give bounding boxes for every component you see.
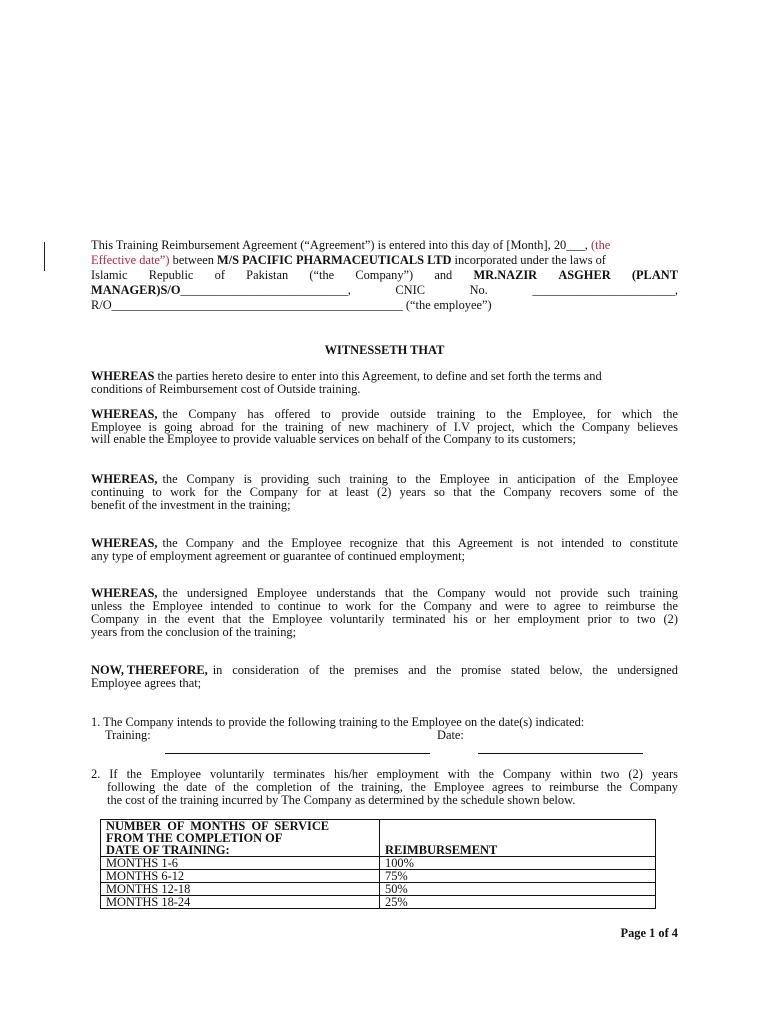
header-line: NUMBER OF MONTHS OF SERVICE — [106, 819, 330, 833]
percent-cell: 100% — [380, 857, 656, 870]
reimbursement-schedule-table — [100, 819, 656, 909]
intro-incorporated: incorporated under the laws of — [451, 253, 606, 267]
clause-line: unless the Employee intended to continue to work for the Company and were to agree to reimburse the — [91, 599, 678, 613]
employee-name-word: (PLANT — [631, 268, 678, 282]
intro-between: between — [169, 253, 218, 267]
clause-line: years from the conclusion of the training; — [91, 625, 297, 639]
header-line: FROM THE COMPLETION OF — [106, 831, 283, 845]
intro-word: Pakistan — [246, 268, 289, 282]
header-reimbursement: REIMBURSEMENT — [380, 820, 656, 857]
whereas-label: WHEREAS, — [91, 472, 158, 486]
table-row — [101, 883, 656, 896]
intro-line-5 — [91, 299, 678, 311]
percent-cell: 50% — [380, 883, 656, 896]
residence-blank[interactable]: R/O_______________________________________________ (“the employee”) — [91, 298, 492, 312]
clause-line: the cost of the training incurred by The Company as determined by the schedule shown below. — [107, 793, 576, 807]
whereas-clause-3 — [91, 473, 678, 512]
cnic-no-label: No. — [469, 283, 488, 297]
table-row — [101, 857, 656, 870]
cnic-label: CNIC — [395, 283, 426, 297]
clause-line: the undersigned Employee understands that the Company would not provide such training — [162, 586, 678, 600]
clause-line: the Company and the Employee recognize that this Agreement is not intended to constitute — [162, 536, 678, 550]
cnic-blank[interactable]: _______________________, — [532, 283, 678, 297]
company-name: M/S PACIFIC PHARMACEUTICALS LTD — [217, 253, 452, 267]
clause-line: Company in the event that the Employee voluntarily terminated his or her employment prior to two (2) — [91, 612, 678, 626]
text-cursor — [44, 242, 45, 271]
clause-line: Employee is going abroad for the training of new machinery of I.V project, which the Company believes — [91, 419, 678, 434]
whereas-label: WHEREAS, — [91, 586, 158, 600]
percent-cell: 25% — [380, 896, 656, 909]
percent-cell: 75% — [380, 870, 656, 883]
date-label: Date: — [437, 728, 464, 742]
clause-line: will enable the Employee to provide valuable services on behalf of the Company to its customers; — [91, 432, 576, 446]
months-cell: MONTHS 1-6 — [101, 857, 380, 870]
intro-line-2 — [91, 254, 678, 266]
clause-line: any type of employment agreement or guarantee of continued employment; — [91, 549, 465, 563]
whereas-label: WHEREAS, — [91, 536, 158, 550]
whereas-label: WHEREAS — [91, 369, 155, 383]
months-cell: MONTHS 18-24 — [101, 896, 380, 909]
intro-word: of — [214, 268, 225, 282]
whereas-clause-1 — [91, 370, 678, 396]
table-header-row — [101, 820, 656, 857]
table-row — [101, 870, 656, 883]
now-therefore-clause — [91, 664, 678, 690]
intro-word: Islamic — [91, 268, 128, 282]
intro-word: and — [434, 268, 453, 282]
section-heading: WITNESSETH THAT — [324, 343, 445, 357]
whereas-clause-4 — [91, 537, 678, 563]
clause-line: continuing to work for the Company for at least (2) years so that the Company recovers some of the — [91, 485, 678, 499]
clause-line: benefit of the investment in the training; — [91, 498, 291, 512]
training-label: Training: — [105, 728, 151, 742]
intro-word: Republic — [148, 268, 194, 282]
clause-line: Employee agrees that; — [91, 676, 202, 690]
clause-line: the Company has offered to provide outside training to the Employee, for which the — [162, 407, 678, 421]
intro-line-4 — [91, 284, 678, 296]
intro-line-1 — [91, 239, 678, 251]
clause-line: the parties hereto desire to enter into this Agreement, to define and set forth the terms and — [157, 369, 602, 383]
clause-line: in consideration of the premises and the promise stated below, the undersigned — [212, 663, 678, 677]
header-months-of-service — [101, 820, 380, 857]
clause-line: conditions of Reimbursement cost of Outside training. — [91, 382, 361, 396]
whereas-label: WHEREAS, — [91, 407, 158, 421]
header-line: DATE OF TRAINING: — [106, 843, 230, 857]
whereas-clause-2 — [91, 408, 678, 446]
intro-word: (“the — [309, 268, 335, 282]
employee-title: MANAGER)S/O — [91, 283, 181, 297]
table-row — [101, 896, 656, 909]
page-number: Page 1 of 4 — [620, 926, 678, 940]
date-blank-line[interactable] — [478, 753, 643, 754]
intro-word: Company”) — [355, 268, 414, 282]
effective-date-ref: (the — [591, 238, 611, 252]
months-cell: MONTHS 12-18 — [101, 883, 380, 896]
whereas-clause-5 — [91, 587, 678, 639]
now-therefore-label: NOW, THEREFORE, — [91, 663, 208, 677]
clause-line: the Company is providing such training to the Employee in anticipation of the Employee — [162, 472, 678, 486]
item-1-text: 1. The Company intends to provide the following training to the Employee on the date(s) indicated: — [91, 715, 585, 729]
item-2-text — [91, 768, 678, 807]
clause-line: following the date of the completion of the training, the Employee agrees to reimburse the Company — [107, 780, 678, 794]
employee-name-word: ASGHER — [558, 268, 611, 282]
clause-line: 2. If the Employee voluntarily terminates his/her employment with the Company within two (2) years — [91, 767, 678, 781]
father-name-blank[interactable]: ___________________________, — [180, 283, 351, 297]
effective-date-ref-2: Effective date”) — [91, 253, 170, 267]
training-blank-line[interactable] — [165, 753, 430, 754]
intro-text: This Training Reimbursement Agreement (“Agreement”) is entered into this day of [Month], 20___, — [91, 238, 588, 252]
intro-line-3 — [91, 269, 678, 281]
employee-name-word: MR.NAZIR — [473, 268, 538, 282]
months-cell: MONTHS 6-12 — [101, 870, 380, 883]
